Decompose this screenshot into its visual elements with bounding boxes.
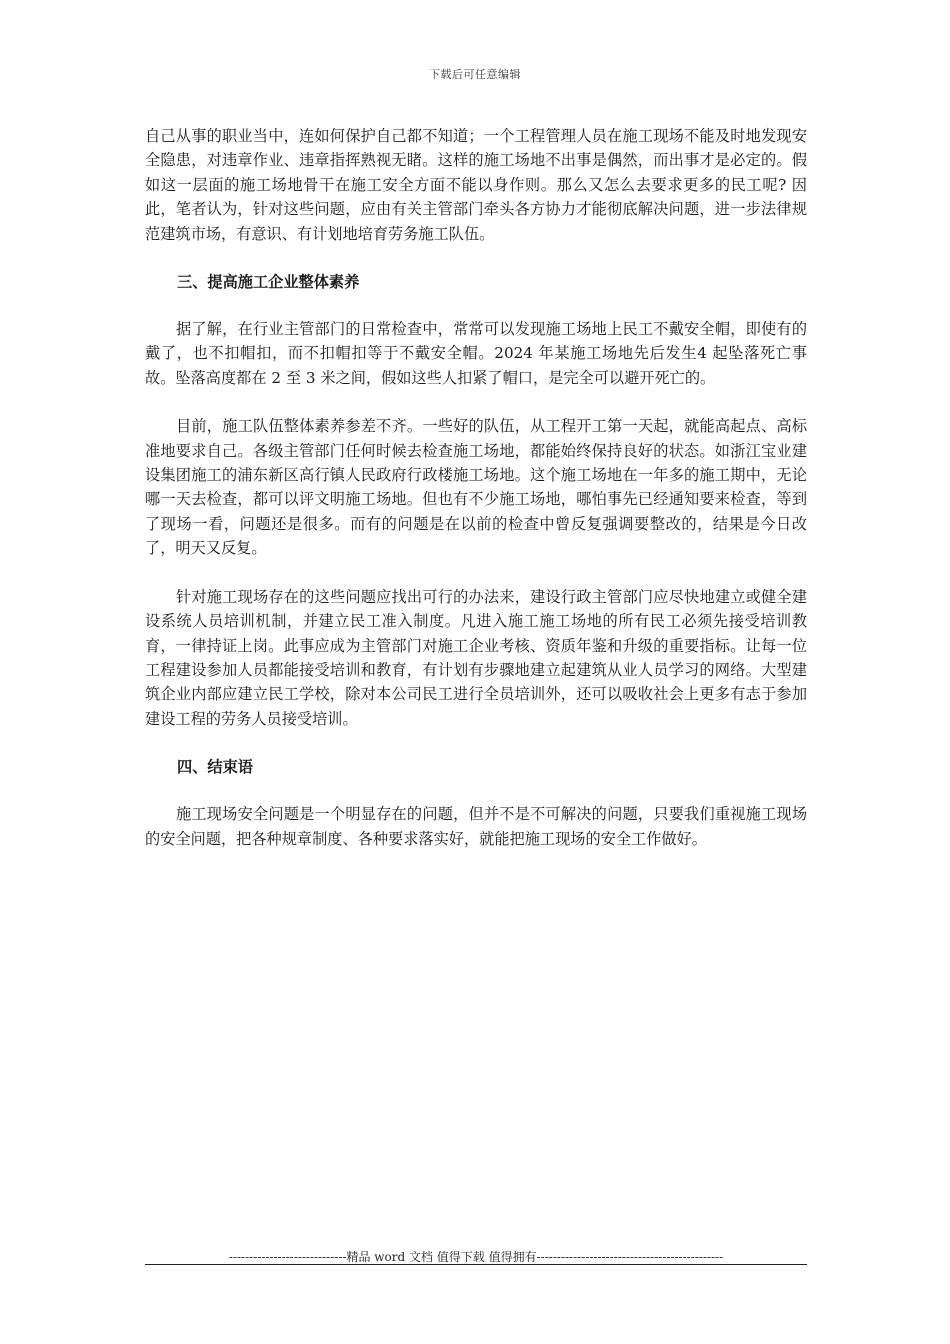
paragraph-intro: 自己从事的职业当中，连如何保护自己都不知道；一个工程管理人员在施工现场不能及时地发现安全隐患，对违章作业、违章指挥熟视无睹。这样的施工场地不出事是偶然，而出事才是必定的。假如这一层面的施工场地骨干在施工安全方面不能以身作则。那么又怎么去要求更多的民工呢? 因此，笔者认为，针对这些问题，应由有关主管部门牵头各方协力才能彻底解决问题，进一步法律规范建筑市场，有意识、有计划地培育劳务施工队伍。 — [145, 127, 807, 243]
footer-divider — [145, 1264, 807, 1265]
paragraph-helmet: 据了解，在行业主管部门的日常检查中，常常可以发现施工场地上民工不戴安全帽，即使有的戴了，也不扣帽扣，而不扣帽扣等于不戴安全帽。2024 年某施工场地先后发生4 起坠落死亡事故。坠落高度都在 2 至 3 米之间，假如这些人扣紧了帽口，是完全可以避开死亡的。 — [145, 320, 807, 387]
page-header: 下载后可任意编辑 — [429, 68, 521, 81]
paragraph-training: 针对施工现场存在的这些问题应找出可行的办法来，建设行政主管部门应尽快地建立或健全建设系统人员培训机制，并建立民工准入制度。凡进入施工施工场地的所有民工必须先接受培训教育，一律持证上岗。此事应成为主管部门对施工企业考核、资质年鉴和升级的重要指标。让每一位工程建设参加人员都能接受培训和教育，有计划有步骤地建立起建筑从业人员学习的网络。大型建筑企业内部应建立民工学校，除对本公司民工进行全员培训外，还可以吸收社会上更多有志于参加建设工程的劳务人员接受培训。 — [145, 587, 807, 728]
section-heading-3: 三、提高施工企业整体素养 — [177, 273, 360, 292]
section-heading-4: 四、结束语 — [177, 758, 253, 777]
paragraph-conclusion: 施工现场安全问题是一个明显存在的问题，但并不是不可解决的问题，只要我们重视施工现场的安全问题，把各种规章制度、各种要求落实好，就能把施工现场的安全工作做好。 — [145, 805, 807, 848]
document-body — [145, 124, 807, 875]
paragraph-team-quality: 目前，施工队伍整体素养参差不齐。一些好的队伍，从工程开工第一天起，就能高起点、高标准地要求自己。各级主管部门任何时候去检查施工场地，都能始终保持良好的状态。如浙江宝业建设集团施工的浦东新区高行镇人民政府行政楼施工场地。这个施工场地在一年多的施工期中，无论哪一天去检查，都可以评文明施工场地。但也有不少施工场地，哪怕事先已经通知要来检查，等到了现场一看，问题还是很多。而有的问题是在以前的检查中曾反复强调要整改的，结果是今日改了，明天又反复。 — [145, 417, 807, 558]
page-footer: -----------------------------精品 word 文档 值得下载 值得拥有---------------------------------------------- — [228, 1250, 724, 1264]
